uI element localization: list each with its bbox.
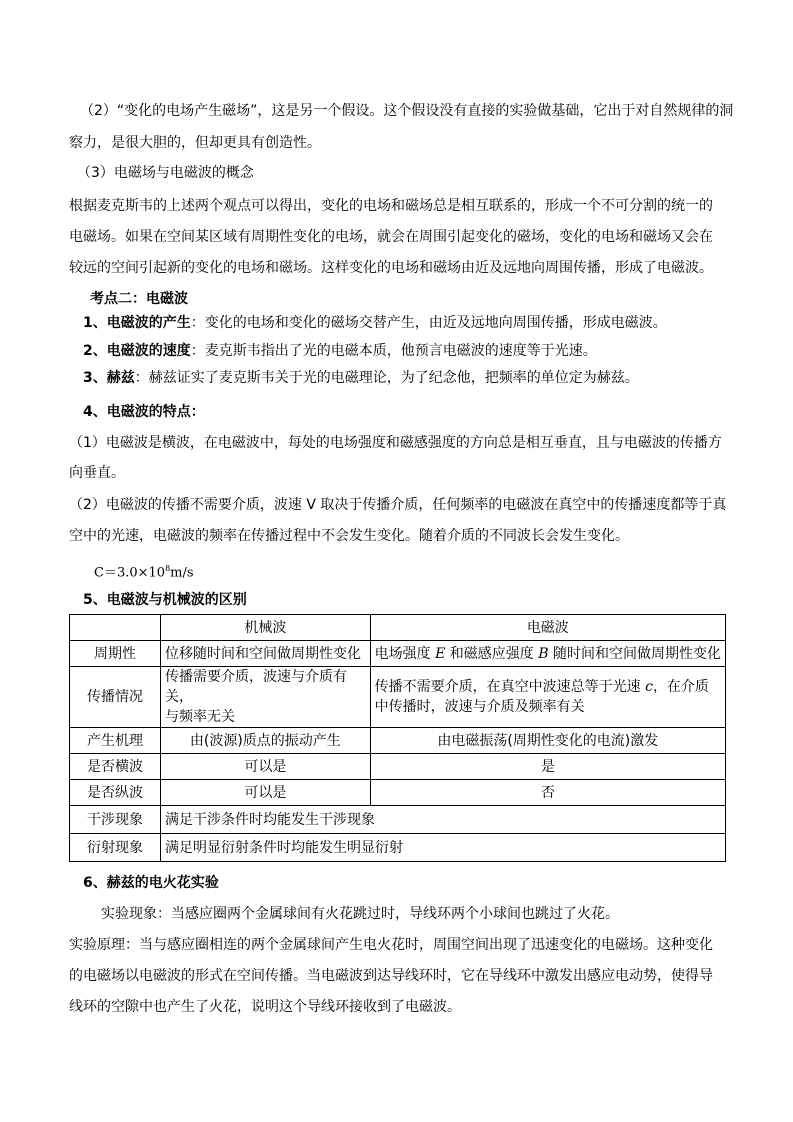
table-cell: 传播需要介质，波速与介质有关， 与频率无关 [161,667,371,728]
paragraph-line: 空中的光速，电磁波的频率在传播过程中不会发生变化。随着介质的不同波长会发生变化。 [69,528,629,544]
formula-exponent: 8 [165,564,171,573]
table-cell: 可以是 [161,754,371,780]
section-heading: 考点二：电磁波 [90,291,188,307]
list-item-text: ：赫兹证实了麦克斯韦关于光的电磁理论，为了纪念他，把频率的单位定为赫兹。 [134,370,639,386]
table-row [70,754,726,780]
paragraph-line: 电磁场。如果在空间某区域有周期性变化的电场，就会在周围引起变化的磁场，变化的电场和磁场又会在 [69,229,713,245]
list-item-head: 3、赫兹 [83,370,135,386]
list-item-head: 1、电磁波的产生 [83,315,191,331]
list-item-text: ：变化的电场和变化的磁场交替产生，由近及远地向周围传播，形成电磁波。 [190,315,667,331]
table-row [70,834,726,862]
row-label: 衍射现象 [70,834,161,862]
section-heading: 4、电磁波的特点： [83,404,205,420]
speed-formula [94,559,750,583]
table-row [70,780,726,806]
table-row [70,806,726,834]
table-cell: 是 [370,754,725,780]
paragraph-line: （2）“变化的电场产生磁场”，这是另一个假设。这个假设没有直接的实验做基础，它出于对自然规律的洞 [80,103,734,119]
section-heading: 5、电磁波与机械波的区别 [83,592,247,608]
row-label: 是否纵波 [70,780,161,806]
table-cell: 电场强度 E 和磁感应强度 B 随时间和空间做周期性变化 [370,641,725,667]
table-row [70,667,726,728]
row-label: 产生机理 [70,728,161,754]
list-item-head: 2、电磁波的速度 [83,343,191,359]
paragraph-line: （2）电磁波的传播不需要介质，波速 V 取决于传播介质，任何频率的电磁波在真空中的传播速度都等于真 [69,497,727,513]
table-cell: 满足干涉条件时均能发生干涉现象 [161,806,726,834]
table-cell: 传播不需要介质，在真空中波速总等于光速 c，在介质 中传播时，波速与介质及频率有关 [370,667,725,728]
table-row [70,728,726,754]
table-header-cell: 机械波 [161,615,371,641]
formula-base: C＝3.0×10 [94,565,166,581]
row-label: 是否横波 [70,754,161,780]
paragraph-line: 察力，是很大胆的，但却更具有创造性。 [69,135,321,151]
list-item-text: ：麦克斯韦指出了光的电磁本质，他预言电磁波的速度等于光速。 [190,343,597,359]
list-item [83,341,739,361]
paragraph-line: 的电磁场以电磁波的形式在空间传播。当电磁波到达导线环时，它在导线环中激发出感应电动势，使得导 [69,968,713,984]
row-label: 干涉现象 [70,806,161,834]
table-cell: 位移随时间和空间做周期性变化 [161,641,371,667]
paragraph-line: 实验现象：当感应圈两个金属球间有火花跳过时，导线环两个小球间也跳过了火花。 [101,906,619,922]
section-heading: 6、赫兹的电火花实验 [83,875,219,891]
table-cell: 满足明显衍射条件时均能发生明显衍射 [161,834,726,862]
paragraph-line: 向垂直。 [69,465,125,481]
section-subtitle: （3）电磁场与电磁波的概念 [77,165,254,181]
paragraph-line: 较远的空间引起新的变化的电场和磁场。这样变化的电场和磁场由近及远地向周围传播，形成了电磁波。 [69,260,713,276]
paragraph-line: 线环的空隙中也产生了火花，说明这个导线环接收到了电磁波。 [69,999,461,1015]
comparison-table [69,614,726,862]
table-cell: 否 [370,780,725,806]
list-item [83,368,739,388]
table-row [70,641,726,667]
table-header-cell: 电磁波 [370,615,725,641]
formula-unit: m/s [170,565,194,581]
table-row [70,615,726,641]
paragraph-line: 实验原理：当与感应圈相连的两个金属球间产生电火花时，周围空间出现了迅速变化的电磁场。这种变化 [69,937,713,953]
paragraph-line: 根据麦克斯韦的上述两个观点可以得出，变化的电场和磁场总是相互联系的，形成一个不可分割的统一的 [69,198,713,214]
list-item [83,313,739,333]
table-cell: 可以是 [161,780,371,806]
row-label: 传播情况 [70,667,161,728]
table-header-cell [70,615,161,641]
table-cell: 由电磁振荡(周期性变化的电流)激发 [370,728,725,754]
paragraph-line: （1）电磁波是横波，在电磁波中，每处的电场强度和磁感强度的方向总是相互垂直，且与电磁波的传播方 [69,435,722,451]
row-label: 周期性 [70,641,161,667]
table-cell: 由(波源)质点的振动产生 [161,728,371,754]
